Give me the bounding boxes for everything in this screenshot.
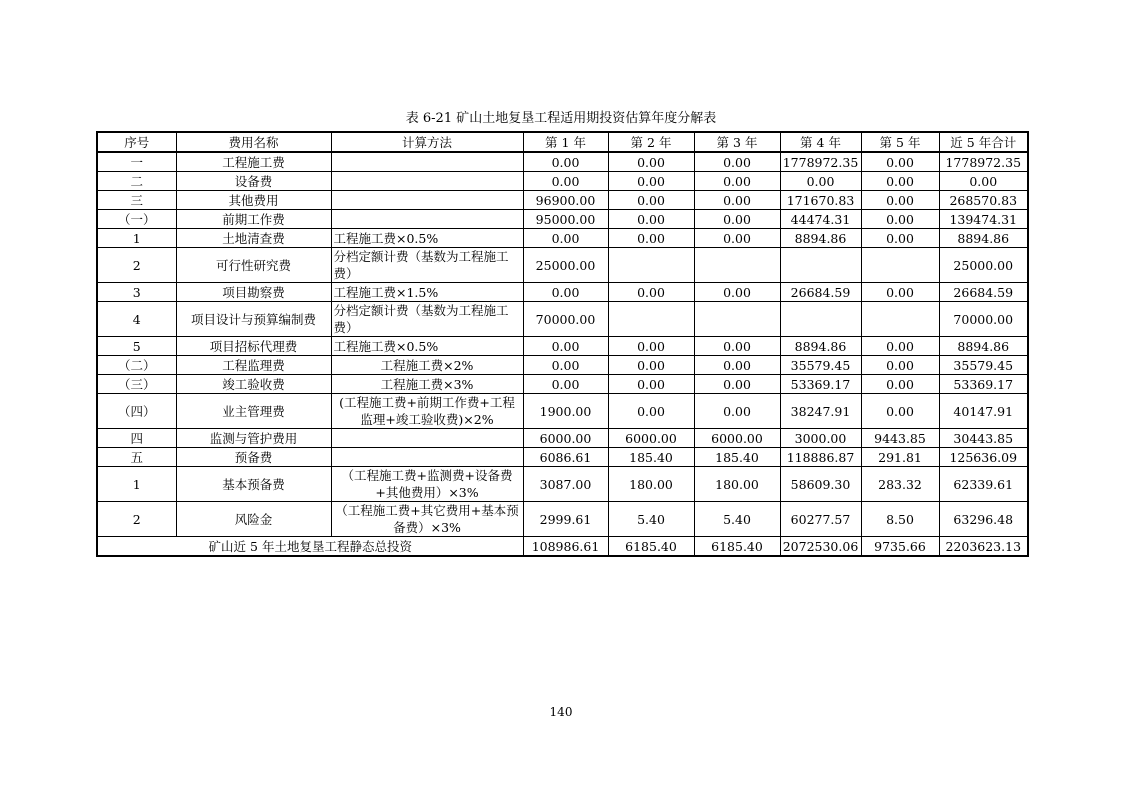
cell-total: 1778972.35 [939, 152, 1028, 172]
cell-y4: 35579.45 [780, 356, 861, 375]
cell-name: 土地清查费 [176, 229, 331, 248]
cell-y3: 0.00 [694, 283, 780, 302]
cell-name: 竣工验收费 [176, 375, 331, 394]
cell-no: 2 [97, 502, 176, 537]
header-cell: 序号 [97, 132, 176, 152]
cell-method: (工程施工费+前期工作费+工程监理+竣工验收费)×2% [331, 394, 523, 429]
cell-y1: 1900.00 [523, 394, 608, 429]
cell-y2: 0.00 [608, 210, 694, 229]
cell-name: 工程施工费 [176, 152, 331, 172]
cell-name: 前期工作费 [176, 210, 331, 229]
cell-name: 监测与管护费用 [176, 429, 331, 448]
cell-method: 工程施工费×0.5% [331, 337, 523, 356]
header-cell: 近 5 年合计 [939, 132, 1028, 152]
cell-y2 [608, 248, 694, 283]
cell-name: 风险金 [176, 502, 331, 537]
cell-y1: 95000.00 [523, 210, 608, 229]
cell-y4: 1778972.35 [780, 152, 861, 172]
header-cell: 计算方法 [331, 132, 523, 152]
cell-y5: 283.32 [861, 467, 939, 502]
table-title: 表 6-21 矿山土地复垦工程适用期投资估算年度分解表 [405, 111, 717, 126]
cell-no: 一 [97, 152, 176, 172]
cell-y4: 53369.17 [780, 375, 861, 394]
cell-y4: 8894.86 [780, 229, 861, 248]
cell-total: 8894.86 [939, 229, 1028, 248]
cell-y1: 0.00 [523, 152, 608, 172]
cell-y5: 0.00 [861, 172, 939, 191]
cell-method: 工程施工费×2% [331, 356, 523, 375]
cell-method: 工程施工费×3% [331, 375, 523, 394]
cell-y4: 118886.87 [780, 448, 861, 467]
cell-total: 62339.61 [939, 467, 1028, 502]
cell-name: 基本预备费 [176, 467, 331, 502]
cell-y5: 9443.85 [861, 429, 939, 448]
header-cell: 费用名称 [176, 132, 331, 152]
cell-method: 分档定额计费（基数为工程施工费） [331, 302, 523, 337]
cell-y3: 0.00 [694, 337, 780, 356]
cell-y1: 25000.00 [523, 248, 608, 283]
cell-y1: 0.00 [523, 356, 608, 375]
cell-y3 [694, 302, 780, 337]
cell-method: 工程施工费×0.5% [331, 229, 523, 248]
cell-name: 可行性研究费 [176, 248, 331, 283]
cell-y3: 0.00 [694, 210, 780, 229]
table-row [97, 429, 1028, 448]
cell-total: 35579.45 [939, 356, 1028, 375]
cell-y4: 60277.57 [780, 502, 861, 537]
table-row [97, 448, 1028, 467]
cell-method: （工程施工费+其它费用+基本预备费）×3% [331, 502, 523, 537]
cell-y1: 6086.61 [523, 448, 608, 467]
cell-y5: 8.50 [861, 502, 939, 537]
cell-y2: 0.00 [608, 283, 694, 302]
cell-no: （三） [97, 375, 176, 394]
cell-method [331, 210, 523, 229]
cell-method [331, 448, 523, 467]
header-cell: 第 4 年 [780, 132, 861, 152]
cell-no: 5 [97, 337, 176, 356]
cell-y2: 0.00 [608, 394, 694, 429]
summary-y3: 6185.40 [694, 537, 780, 557]
table-row [97, 248, 1028, 283]
cell-total: 8894.86 [939, 337, 1028, 356]
cell-method: 分档定额计费（基数为工程施工费） [331, 248, 523, 283]
cell-y1: 0.00 [523, 283, 608, 302]
cell-y2: 5.40 [608, 502, 694, 537]
cell-y5: 0.00 [861, 356, 939, 375]
cell-name: 设备费 [176, 172, 331, 191]
table-row [97, 467, 1028, 502]
page-number: 140 [549, 705, 573, 719]
table-row [97, 229, 1028, 248]
cell-y2: 0.00 [608, 375, 694, 394]
cell-total: 25000.00 [939, 248, 1028, 283]
cell-name: 预备费 [176, 448, 331, 467]
cell-y4: 38247.91 [780, 394, 861, 429]
cell-total: 268570.83 [939, 191, 1028, 210]
cell-y1: 0.00 [523, 375, 608, 394]
cell-name: 项目设计与预算编制费 [176, 302, 331, 337]
cell-method [331, 429, 523, 448]
summary-total: 2203623.13 [939, 537, 1028, 557]
header-cell: 第 1 年 [523, 132, 608, 152]
table-row [97, 375, 1028, 394]
cell-y4: 171670.83 [780, 191, 861, 210]
cell-no: （一） [97, 210, 176, 229]
summary-y4: 2072530.06 [780, 537, 861, 557]
cell-total: 40147.91 [939, 394, 1028, 429]
cell-y5: 0.00 [861, 394, 939, 429]
summary-label: 矿山近 5 年土地复垦工程静态总投资 [97, 537, 523, 557]
table-row [97, 210, 1028, 229]
cell-y1: 70000.00 [523, 302, 608, 337]
cell-total: 70000.00 [939, 302, 1028, 337]
cell-y3: 0.00 [694, 394, 780, 429]
header-row [97, 132, 1028, 152]
cell-total: 53369.17 [939, 375, 1028, 394]
table-row [97, 502, 1028, 537]
cell-y5: 0.00 [861, 191, 939, 210]
cell-no: 3 [97, 283, 176, 302]
table-row [97, 283, 1028, 302]
cell-method [331, 152, 523, 172]
table-row [97, 172, 1028, 191]
cell-y2: 0.00 [608, 337, 694, 356]
cell-y5: 291.81 [861, 448, 939, 467]
table-row [97, 337, 1028, 356]
cell-y5: 0.00 [861, 152, 939, 172]
cell-y5 [861, 302, 939, 337]
cell-y1: 3087.00 [523, 467, 608, 502]
cell-y5: 0.00 [861, 229, 939, 248]
cell-method [331, 172, 523, 191]
header-cell: 第 3 年 [694, 132, 780, 152]
summary-row [97, 537, 1028, 557]
summary-y2: 6185.40 [608, 537, 694, 557]
cell-y5: 0.00 [861, 283, 939, 302]
cell-y1: 0.00 [523, 337, 608, 356]
cell-no: 2 [97, 248, 176, 283]
cell-y2: 185.40 [608, 448, 694, 467]
cell-y2: 180.00 [608, 467, 694, 502]
cell-no: 二 [97, 172, 176, 191]
cell-y3: 0.00 [694, 356, 780, 375]
cell-no: （二） [97, 356, 176, 375]
cell-no: （四） [97, 394, 176, 429]
cell-y3: 0.00 [694, 191, 780, 210]
header-cell: 第 5 年 [861, 132, 939, 152]
cell-y2: 0.00 [608, 152, 694, 172]
cell-no: 三 [97, 191, 176, 210]
table-row [97, 394, 1028, 429]
cell-y2: 0.00 [608, 229, 694, 248]
cell-no: 4 [97, 302, 176, 337]
cell-method [331, 191, 523, 210]
cell-y2: 0.00 [608, 356, 694, 375]
cell-y4: 8894.86 [780, 337, 861, 356]
cell-name: 其他费用 [176, 191, 331, 210]
cell-method: （工程施工费+监测费+设备费+其他费用）×3% [331, 467, 523, 502]
cell-name: 工程监理费 [176, 356, 331, 375]
table-row [97, 356, 1028, 375]
cell-y5: 0.00 [861, 375, 939, 394]
cell-y4: 3000.00 [780, 429, 861, 448]
cell-y3: 0.00 [694, 375, 780, 394]
cell-no: 1 [97, 229, 176, 248]
cell-total: 30443.85 [939, 429, 1028, 448]
cell-y5: 0.00 [861, 337, 939, 356]
cell-y2: 0.00 [608, 172, 694, 191]
cell-y3: 185.40 [694, 448, 780, 467]
cell-y2: 6000.00 [608, 429, 694, 448]
cell-y4: 44474.31 [780, 210, 861, 229]
cell-total: 26684.59 [939, 283, 1028, 302]
cell-total: 0.00 [939, 172, 1028, 191]
cell-y4: 58609.30 [780, 467, 861, 502]
cell-name: 项目招标代理费 [176, 337, 331, 356]
header-cell: 第 2 年 [608, 132, 694, 152]
cell-y4: 0.00 [780, 172, 861, 191]
cell-no: 1 [97, 467, 176, 502]
cell-y4: 26684.59 [780, 283, 861, 302]
cell-y1: 2999.61 [523, 502, 608, 537]
cell-y1: 0.00 [523, 172, 608, 191]
cell-y1: 96900.00 [523, 191, 608, 210]
cell-y2 [608, 302, 694, 337]
table-row [97, 302, 1028, 337]
cell-no: 四 [97, 429, 176, 448]
cell-y5 [861, 248, 939, 283]
cell-no: 五 [97, 448, 176, 467]
cell-y4 [780, 248, 861, 283]
cell-method: 工程施工费×1.5% [331, 283, 523, 302]
cell-total: 63296.48 [939, 502, 1028, 537]
table-row [97, 152, 1028, 172]
summary-y1: 108986.61 [523, 537, 608, 557]
cell-y2: 0.00 [608, 191, 694, 210]
cell-y3: 180.00 [694, 467, 780, 502]
summary-y5: 9735.66 [861, 537, 939, 557]
cell-y3: 6000.00 [694, 429, 780, 448]
cell-y1: 6000.00 [523, 429, 608, 448]
investment-table [96, 131, 1029, 557]
cell-y3: 0.00 [694, 229, 780, 248]
cell-y4 [780, 302, 861, 337]
cell-total: 139474.31 [939, 210, 1028, 229]
table-row [97, 191, 1028, 210]
cell-name: 业主管理费 [176, 394, 331, 429]
cell-name: 项目勘察费 [176, 283, 331, 302]
cell-y3: 0.00 [694, 172, 780, 191]
cell-total: 125636.09 [939, 448, 1028, 467]
cell-y1: 0.00 [523, 229, 608, 248]
cell-y3: 5.40 [694, 502, 780, 537]
cell-y3: 0.00 [694, 152, 780, 172]
cell-y5: 0.00 [861, 210, 939, 229]
cell-y3 [694, 248, 780, 283]
